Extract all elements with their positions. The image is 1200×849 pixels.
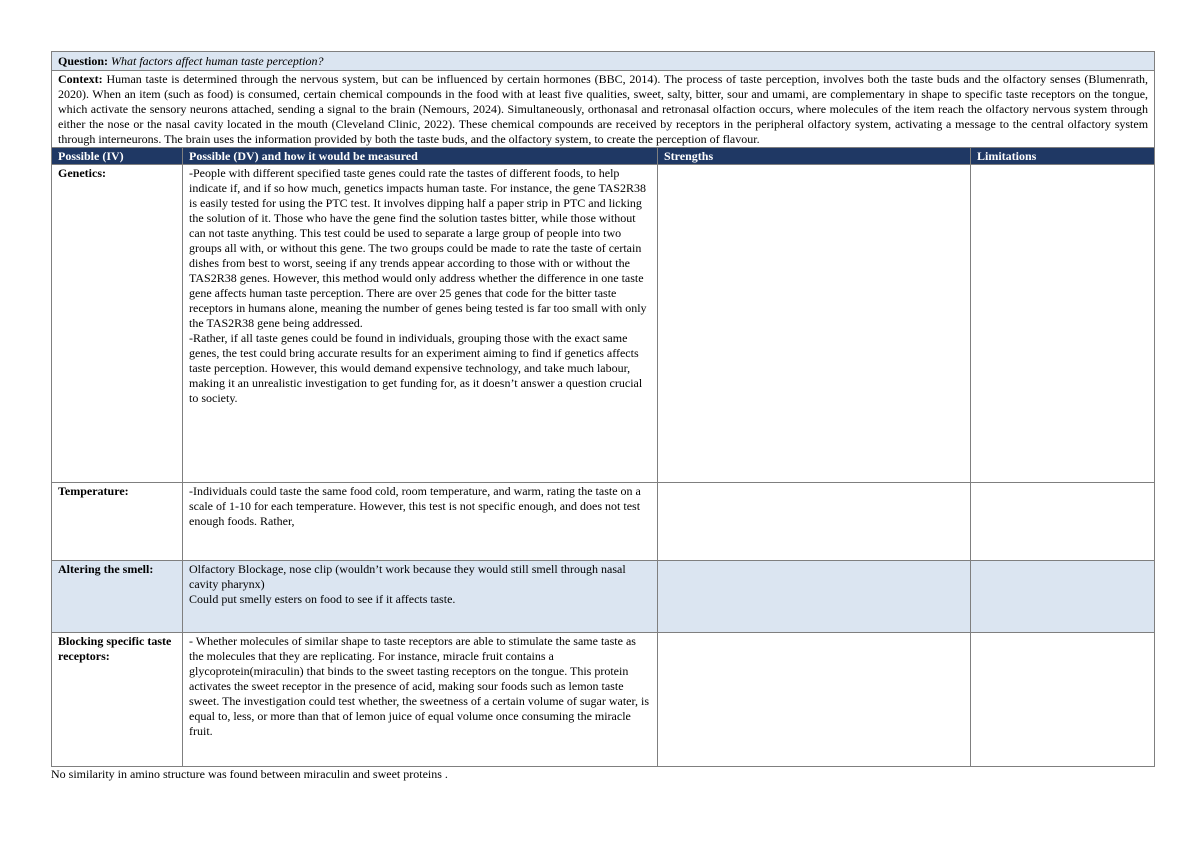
dv-cell: -People with different specified taste genes could rate the tastes of different foods, to help indicate if, and if so how much, genetics impacts human taste. For instance, the gene TAS2R38 is easily tested for using the PTC test. It involves dipping half a paper strip in PTC and licking the solution of it. Those who have the gene find the solution tastes bitter, while those without can not taste anything. This test could be used to separate a large group of people into two groups all with, or without this gene. The two groups could be made to rate the taste of certain dishes from best to worst, seeing if any trends appear according to those with or without the TAS2R38 genes. However, this method would only address whether the difference in one taste gene affects human taste perception. There are over 25 genes that code for the bitter taste receptors in humans alone, meaning the number of genes being tested is far too small with only the TAS2R38 gene being addressed. -Rather, if all taste genes could be found in individuals, grouping those with the exact same genes, the test could bring accurate results for an experiment aiming to find if genetics affects taste perception. However, this would demand expensive technology, and take much labour, making it an unrealistic investigation to get funding for, as it doesn’t answer a question crucial to society.	[183, 165, 658, 483]
footnote: No similarity in amino structure was found between miraculin and sweet proteins .	[51, 767, 448, 781]
dv-cell: -Individuals could taste the same food cold, room temperature, and warm, rating the taste on a scale of 1-10 for each temperature. However, this test is not specific enough, and does not test enough foods. Rather,	[183, 483, 658, 561]
iv-cell: Temperature:	[52, 483, 183, 561]
table-row	[52, 165, 1155, 483]
context-label: Context:	[58, 72, 103, 86]
header-limitations: Limitations	[971, 148, 1155, 165]
table-row	[52, 561, 1155, 633]
table-row	[52, 483, 1155, 561]
context-text: Human taste is determined through the nervous system, but can be influenced by certain hormones (BBC, 2014). The process of taste perception, involves both the taste buds and the olfactory senses (Blumenrath, 2020). When an item (such as food) is consumed, certain chemical compounds in the food with at least five qualities, sweet, salty, bitter, sour and umami, are complementary in shape to specific taste receptors on the tongue, which activate the sensory neurons attached, sending a signal to the brain (Nemours, 2024). Simultaneously, orthonasal and retronasal olfaction occurs, where molecules of the item reach the olfactory nervous system through either the nose or the nasal cavity located in the mouth (Cleveland Clinic, 2022). These chemical compounds are received by receptors in the peripheral olfactory system, activating a message to the central olfactory system through interneurons. The brain uses the information provided by both the taste buds, and the olfactory system, to create the perception of flavour.	[58, 72, 1149, 146]
dv-cell: Olfactory Blockage, nose clip (wouldn’t work because they would still smell through nasal cavity pharynx) Could put smelly esters on food to see if it affects taste.	[183, 561, 658, 633]
header-row	[52, 148, 1155, 165]
strengths-cell[interactable]	[658, 483, 971, 561]
strengths-cell[interactable]	[658, 165, 971, 483]
strengths-cell[interactable]	[658, 633, 971, 767]
document-page	[51, 51, 1154, 782]
question-row	[52, 52, 1155, 71]
iv-cell: Genetics:	[52, 165, 183, 483]
context-cell	[52, 71, 1155, 148]
header-dv: Possible (DV) and how it would be measured	[183, 148, 658, 165]
table-row	[52, 633, 1155, 767]
context-row	[52, 71, 1155, 148]
limitations-cell[interactable]	[971, 165, 1155, 483]
strengths-cell[interactable]	[658, 561, 971, 633]
investigation-table	[51, 51, 1155, 767]
dv-cell: - Whether molecules of similar shape to taste receptors are able to stimulate the same taste as the molecules that they are replicating. For instance, miracle fruit contains a glycoprotein(miraculin) that binds to the sweet tasting receptors on the tongue. This protein activates the sweet receptor in the presence of acid, making sour foods such as lemon taste sweet. The investigation could test whether, the sweetness of a certain volume of sugar water, is equal to, less, or more than that of lemon juice of equal volume once consuming the miracle fruit.	[183, 633, 658, 767]
iv-cell: Altering the smell:	[52, 561, 183, 633]
question-label: Question:	[58, 54, 109, 68]
header-iv: Possible (IV)	[52, 148, 183, 165]
limitations-cell[interactable]	[971, 483, 1155, 561]
header-strengths: Strengths	[658, 148, 971, 165]
limitations-cell[interactable]	[971, 633, 1155, 767]
question-text: What factors affect human taste perception?	[111, 54, 324, 68]
iv-cell: Blocking specific taste receptors:	[52, 633, 183, 767]
question-cell	[52, 52, 1155, 71]
limitations-cell[interactable]	[971, 561, 1155, 633]
